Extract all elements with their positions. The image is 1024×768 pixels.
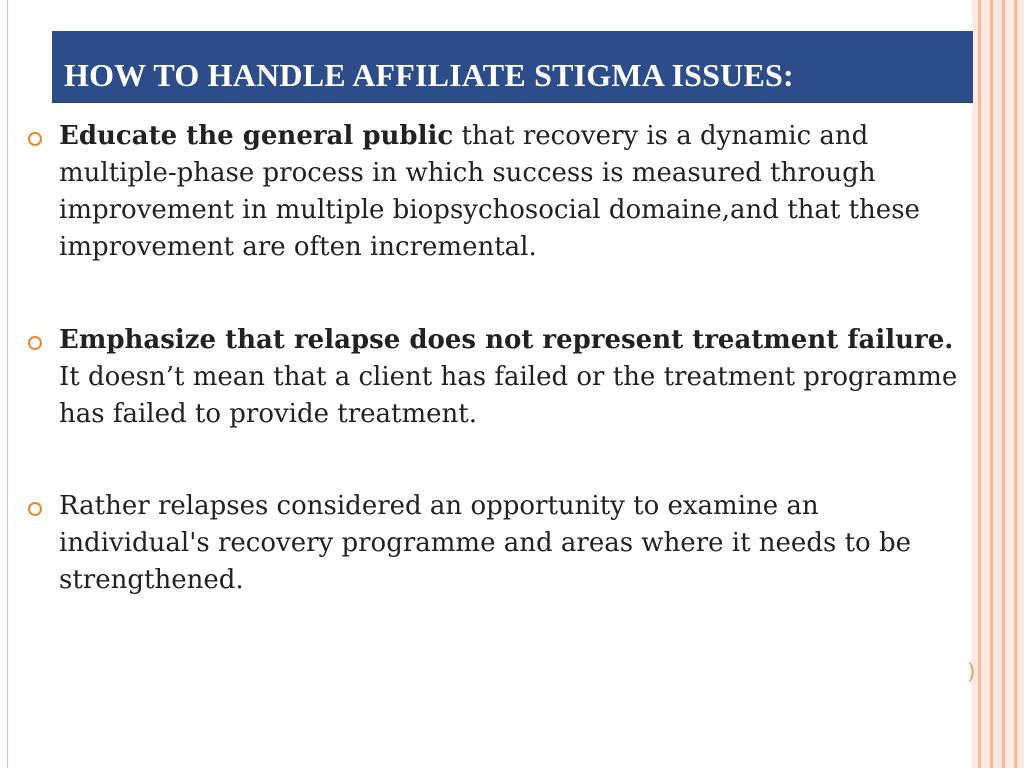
bullet-bold-text: Educate the general public — [59, 121, 454, 151]
bullet-text: Rather relapses considered an opportunity to examine an individual's recovery programme and areas where it needs to be strengthened. — [59, 491, 911, 595]
circle-bullet-icon — [28, 502, 42, 516]
decorative-stripes — [972, 0, 1024, 768]
title-bar — [52, 31, 973, 103]
bullet-item — [28, 322, 958, 433]
left-border-line — [0, 0, 8, 768]
circle-bullet-icon — [28, 336, 42, 350]
bullet-text: It doesn’t mean that a client has failed or the treatment programme has failed to provide treatment. — [59, 362, 958, 429]
stripe — [990, 0, 993, 768]
bullet-item — [28, 488, 958, 599]
circle-bullet-icon — [28, 132, 42, 146]
stripe — [1014, 0, 1017, 768]
stripe — [1002, 0, 1005, 768]
corner-mark: ) — [967, 660, 976, 685]
bullet-text: that recovery is a dynamic and multiple-phase process in which success is measured through improvement in multiple biopsychosocial domaine,and that these improvement are often incremental. — [59, 121, 920, 262]
bullet-bold-text: Emphasize that relapse does not represent treatment failure. — [59, 325, 954, 355]
bullet-list — [28, 118, 958, 599]
bullet-item — [28, 118, 958, 266]
slide-title: HOW TO HANDLE AFFILIATE STIGMA ISSUES: — [64, 57, 794, 93]
stripe — [978, 0, 981, 768]
